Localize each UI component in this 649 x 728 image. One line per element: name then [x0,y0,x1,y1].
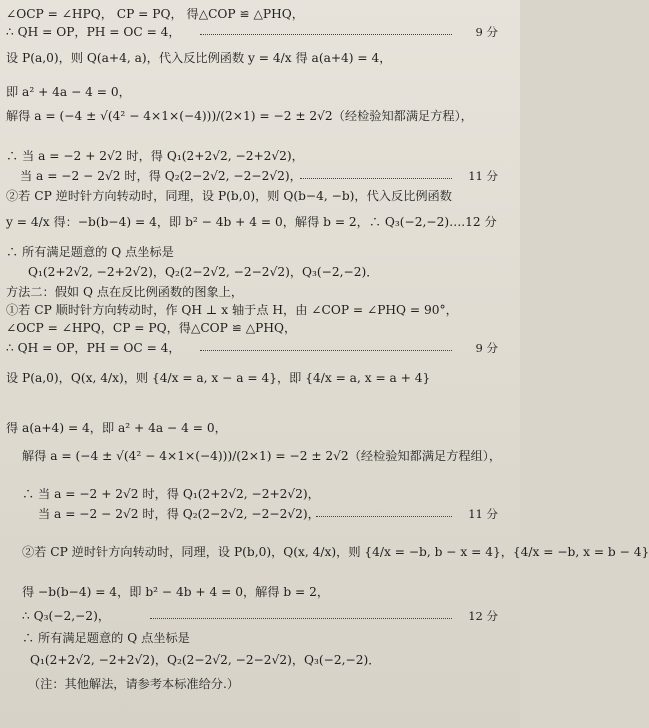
line-text: ∠OCP = ∠HPQ， CP = PQ， 得△COP ≌ △PHQ， [6,7,304,21]
line-text: ∴ Q₃(−2,−2)， [22,609,111,623]
score-label: 9 分 [475,25,498,39]
line-text: ∠OCP = ∠HPQ，CP = PQ，得△COP ≌ △PHQ， [6,321,297,335]
line-text: 解得 a = (−4 ± √(4² − 4×1×(−4)))/(2×1) = −2 ± 2√2（经检验知都满足方程）， [6,109,473,123]
score-label: 11 分 [468,507,498,521]
line-text: 得 −b(b−4) = 4，即 b² − 4b + 4 = 0，解得 b = 2， [22,585,330,599]
dotted-leader [316,516,452,517]
line-text: ∴ 所有满足题意的 Q 点坐标是 [22,631,190,645]
dotted-leader [150,618,452,619]
line-text: 得 a(a+4) = 4，即 a² + 4a − 4 = 0， [6,421,227,435]
line-text: ②若 CP 逆时针方向转动时，同理，设 P(b,0)，Q(x, 4/x)，则 {4/x = −b, b − x = 4}，{4/x = −b, x = b − 4} [22,545,649,559]
line-text: 当 a = −2 − 2√2 时，得 Q₂(2−2√2, −2−2√2)， [38,507,320,521]
line-text: ∴ QH = OP，PH = OC = 4， [6,25,181,39]
line-text: ∴ 当 a = −2 + 2√2 时，得 Q₁(2+2√2, −2+2√2)， [22,487,320,501]
line-text: ①若 CP 顺时针方向转动时，作 QH ⊥ x 轴于点 H，由 ∠COP = ∠PHQ = 90°， [6,303,458,317]
line-text: ∴ 当 a = −2 + 2√2 时，得 Q₁(2+2√2, −2+2√2)， [6,149,304,163]
line-text: 设 P(a,0)，则 Q(a+4, a)，代入反比例函数 y = 4/x 得 a(a+4) = 4， [6,51,392,65]
dotted-leader [200,34,452,35]
line-text: （注：其他解法，请参考本标准给分.） [28,677,240,691]
score-label: 12 分 [468,609,498,623]
line-text: Q₁(2+2√2, −2+2√2)，Q₂(2−2√2, −2−2√2)，Q₃(−2,−2)． [28,265,379,279]
line-text: 解得 a = (−4 ± √(4² − 4×1×(−4)))/(2×1) = −2 ± 2√2（经检验知都满足方程组）， [22,449,502,463]
line-text: 方法二：假如 Q 点在反比例函数的图象上， [6,285,244,299]
line-text: 设 P(a,0)，Q(x, 4/x)，则 {4/x = a, x − a = 4}，即 {4/x = a, x = a + 4} [6,371,431,385]
line-text: 即 a² + 4a − 4 = 0， [6,85,131,99]
score-label: 11 分 [468,169,498,183]
score-label: 9 分 [475,341,498,355]
line-text: ∴ QH = OP，PH = OC = 4， [6,341,181,355]
line-text: 当 a = −2 − 2√2 时，得 Q₂(2−2√2, −2−2√2)， [20,169,302,183]
line-text: ∴ 所有满足题意的 Q 点坐标是 [6,245,174,259]
line-text: ②若 CP 逆时针方向转动时，同理，设 P(b,0)，则 Q(b−4, −b)，代入反比例函数 [6,189,452,203]
line-text: Q₁(2+2√2, −2+2√2)，Q₂(2−2√2, −2−2√2)，Q₃(−2,−2)． [30,653,381,667]
line-text: y = 4/x 得：−b(b−4) = 4，即 b² − 4b + 4 = 0，解得 b = 2，∴ Q₃(−2,−2)….12 分 [6,215,497,229]
dotted-leader [200,350,452,351]
dotted-leader [300,178,452,179]
